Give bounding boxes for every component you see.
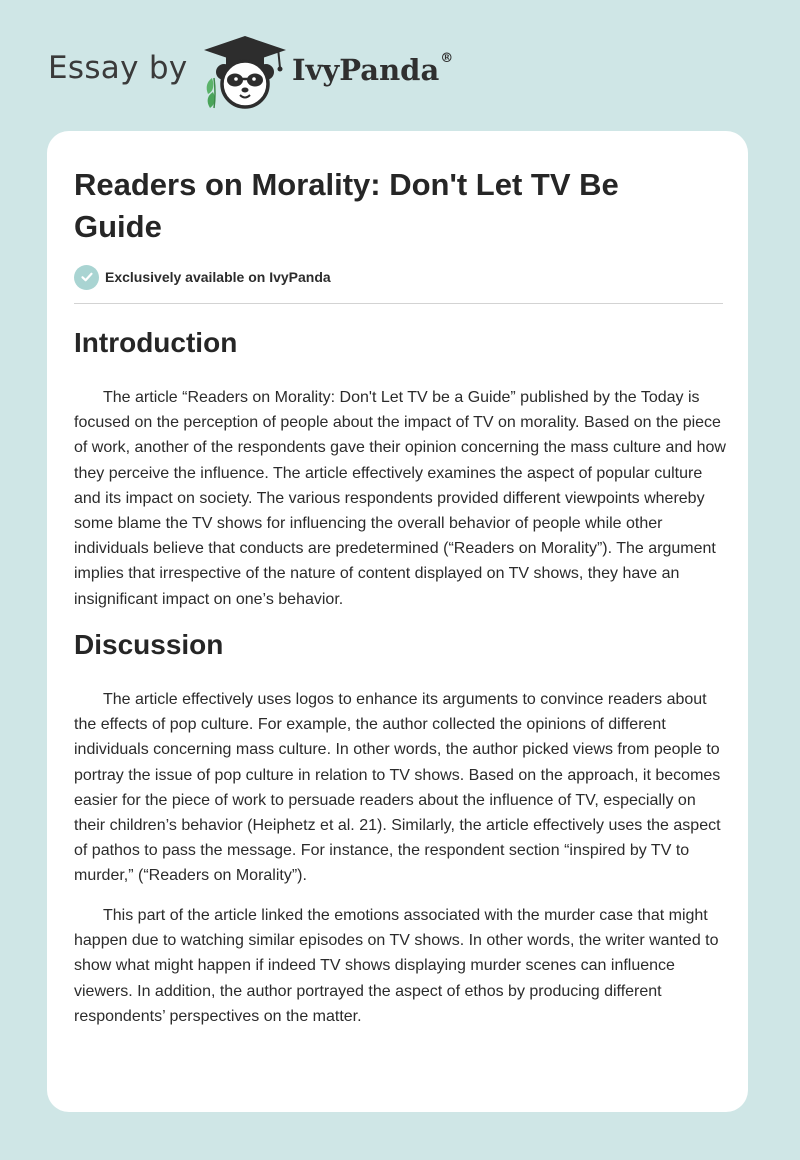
paragraph-introduction-1: The article “Readers on Morality: Don't Let TV be a Guide” published by the Today is focused on the perception of people about the impact of TV on morality. Based on the piece of work, another of the respondents gave their opinion concerning the mass culture and how they perceive the influence. The article effectively examines the aspect of popular culture and its impact on society. The various respondents provided different viewpoints whereby some blame the TV shows for influencing the overall behavior of people while other individuals believe that conducts are predetermined (“Readers on Morality”). The argument implies that irrespective of the nature of content displayed on TV shows, they have an insignificant impact on one’s behavior. — [74, 389, 726, 608]
ivy-leaf-icon — [207, 78, 215, 108]
exclusive-badge — [74, 264, 331, 290]
checkmark-circle-icon — [74, 265, 99, 290]
title-divider — [74, 303, 723, 304]
brand-name[interactable]: IvyPanda® — [292, 51, 454, 87]
site-header — [0, 0, 800, 130]
section-heading-discussion: Discussion — [74, 629, 224, 660]
registered-mark: ® — [440, 51, 454, 66]
paragraph-discussion-2: This part of the article linked the emotions associated with the murder case that might happen due to watching similar episodes on TV shows. In other words, the writer wanted to show what might happen if indeed TV shows displaying murder scenes can influence viewers. In addition, the author portrayed the aspect of ethos by producing different respondents’ perspectives on the matter. — [74, 907, 719, 1025]
brand-prefix: Essay by — [48, 50, 188, 86]
page-title: Readers on Morality: Don't Let TV Be Guide — [74, 167, 619, 244]
essay-card — [47, 131, 748, 1112]
badge-label: Exclusively available on IvyPanda — [105, 269, 331, 285]
section-heading-introduction: Introduction — [74, 327, 238, 358]
paragraph-discussion-1: The article effectively uses logos to enhance its arguments to convince readers about the effects of pop culture. For example, the author collected the opinions of different individuals concerning mass culture. In other words, the author picked views from people to portray the issue of pop culture in relation to TV shows. Based on the approach, it becomes easier for the piece of work to persuade readers about the influence of TV, especially on their children’s behavior (Heiphetz et al. 21). Similarly, the article effectively uses the aspect of pathos to pass the message. For instance, the respondent section “inspired by TV to murder,” (“Readers on Morality”). — [74, 691, 721, 885]
panda-graduate-logo-icon[interactable] — [200, 34, 290, 110]
